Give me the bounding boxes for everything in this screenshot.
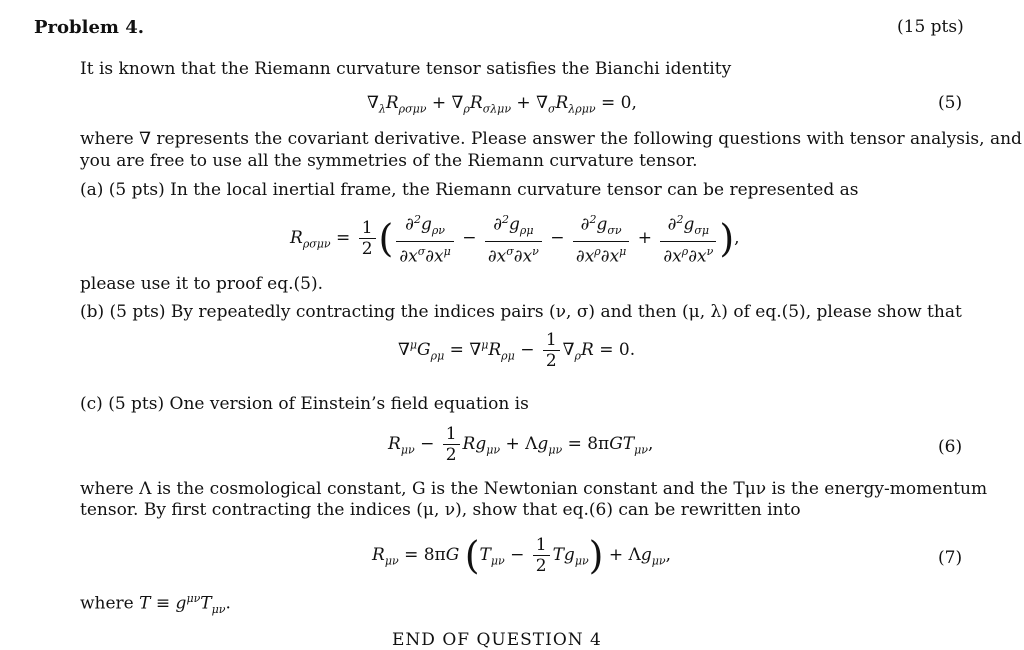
trace-definition: where $T \equiv g^{\mu\nu}T_{\mu\nu}$. [80, 592, 231, 617]
equation-number-6: (6) [938, 437, 963, 457]
part-a-text: (a) (5 pts) In the local inertial frame, the Riemann curvature tensor can be represented as [80, 180, 859, 200]
paragraph-line-1: where ∇ represents the covariant derivative. Please answer the following questions with tensor analysis, and [80, 129, 1022, 149]
rewritten-field-equation: $R_{\mu\nu} = 8\pi G$ ($T_{\mu\nu}$ − $\frac{1}{2}$ $Tg_{\mu\nu}) + \Lambda g_{\mu\nu}$, [372, 533, 671, 578]
part-a-instruction: please use it to proof eq.(5). [80, 274, 323, 294]
problem-title: Problem 4. [34, 17, 145, 38]
part-b-text: (b) (5 pts) By repeatedly contracting the indices pairs (ν, σ) and then (μ, λ) of eq.(5), please show that [80, 302, 962, 322]
part-c-where-line-1: where Λ is the cosmological constant, G is the Newtonian constant and the Tμν is the energy-momentum [80, 479, 988, 499]
intro-text: It is known that the Riemann curvature tensor satisfies the Bianchi identity [80, 59, 732, 79]
equation-number-7: (7) [938, 548, 963, 568]
einstein-field-equation: $R_{\mu\nu}$ − $\frac{1}{2}$ $Rg_{\mu\nu} + \Lambda g_{\mu\nu} = 8\pi GT_{\mu\nu}$, [388, 424, 654, 465]
bianchi-identity-equation: $\nabla_\lambda R_{\rho\sigma\mu\nu} + \nabla_\rho R_{\sigma\lambda\mu\nu} + \nabla_\sigma R_{\lambda\rho\mu\nu} = 0$, [367, 93, 637, 116]
einstein-tensor-divergence-equation: $\nabla^\mu G_{\rho\mu} = \nabla^\mu R_{\rho\mu}$ − $\frac{1}{2}$ $\nabla_\rho R = 0$. [398, 330, 636, 371]
riemann-tensor-equation: $R_{\rho\sigma\mu\nu}$ = $\frac{1}{2}$ ( $\frac{\partial^2g_{\rho\nu}}{\partial x^\sigma\partial x^\mu}$ − $\frac{\partial^2g_{\rho\mu}}{\partial x^\sigma\partial x^\nu}$ − $\frac{\partial^2g_{\sigma\nu}}{\partial x^\rho\partial x^\mu}$ + $\frac{\partial^2g_{\sigma\mu}}{\partial x^\rho\partial x^\nu}$ ), [290, 210, 740, 267]
end-of-question-footer: END OF QUESTION 4 [392, 630, 602, 650]
part-c-where-line-2: tensor. By first contracting the indices (μ, ν), show that eq.(6) can be rewritten into [80, 500, 801, 520]
paragraph-line-2: you are free to use all the symmetries of the Riemann curvature tensor. [80, 151, 698, 171]
problem-points: (15 pts) [897, 17, 964, 37]
part-c-text: (c) (5 pts) One version of Einstein’s field equation is [80, 394, 529, 414]
equation-number-5: (5) [938, 93, 963, 113]
